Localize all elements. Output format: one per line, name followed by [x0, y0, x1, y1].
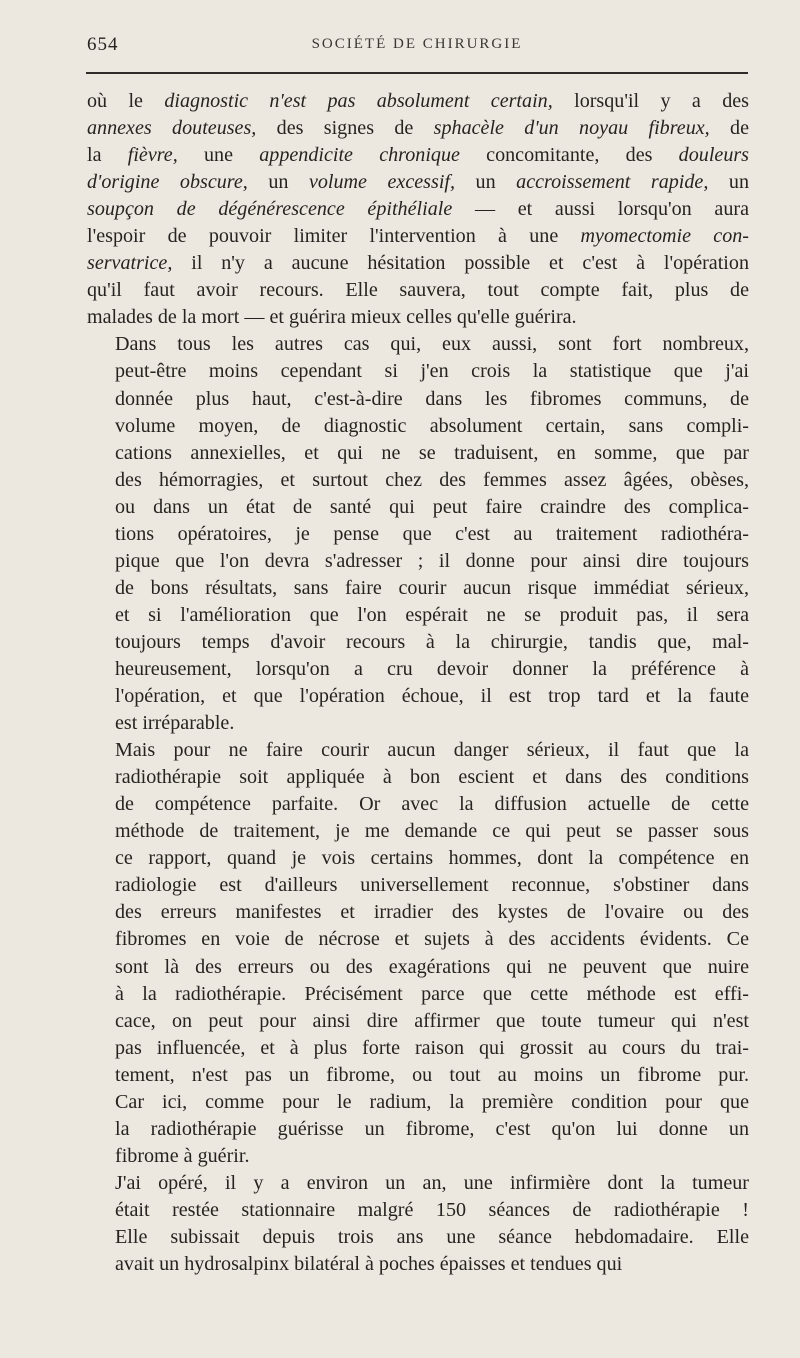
- text-run: méthode de traitement, je me demande ce qui peut se passer sous: [115, 820, 749, 843]
- text-line: [87, 737, 749, 764]
- text-run: la radiothérapie guérisse un fibrome, c'est qu'on lui donne un: [115, 1117, 749, 1140]
- text-run: tement, n'est pas un fibrome, ou tout au moins un fibrome pur.: [115, 1063, 749, 1086]
- text-line: [87, 981, 749, 1008]
- text-run: ce rapport, quand je vois certains hommes, dont la compétence en: [115, 847, 749, 870]
- text-line: [87, 1251, 749, 1278]
- text-run: lorsqu'il y a des: [552, 90, 749, 112]
- text-line: [87, 196, 749, 223]
- text-line: [87, 358, 749, 385]
- page-number: 654: [87, 34, 119, 55]
- text-line: [87, 656, 749, 683]
- italic-run: fièvre,: [127, 144, 178, 167]
- text-run: avait un hydrosalpinx bilatéral à poches épaisses et tendues qui: [115, 1253, 623, 1276]
- text-run: cace, on peut pour ainsi dire affirmer que toute tumeur qui n'est: [115, 1009, 749, 1032]
- text-run: Car ici, comme pour le radium, la première condition pour que: [115, 1090, 749, 1113]
- text-line: [87, 1170, 749, 1197]
- text-run: un: [247, 171, 309, 194]
- text-line: [87, 169, 749, 196]
- text-line: [87, 872, 749, 899]
- text-run: ou dans un état de santé qui peut faire craindre des complica-: [115, 495, 749, 518]
- text-run: une: [177, 144, 260, 167]
- text-line: [87, 521, 749, 548]
- text-line: [87, 386, 749, 413]
- italic-run: douleurs: [678, 144, 749, 167]
- text-run: fibromes en voie de nécrose et sujets à des accidents évidents. Ce: [115, 928, 749, 951]
- paragraph: [87, 331, 749, 737]
- text-line: [87, 899, 749, 926]
- text-run: un: [708, 171, 749, 194]
- paragraph: [87, 1170, 749, 1278]
- text-run: pas influencée, et à plus forte raison qui grossit au cours du trai-: [115, 1036, 749, 1059]
- italic-run: d'origine obscure,: [87, 171, 248, 194]
- text-line: [87, 494, 749, 521]
- text-run: est irréparable.: [115, 712, 235, 735]
- italic-run: servatrice,: [87, 252, 173, 275]
- text-run: sont là des erreurs ou des exagérations qui ne peuvent que nuire: [115, 955, 749, 978]
- text-run: des erreurs manifestes et irradier des kystes de l'ovaire ou des: [115, 901, 749, 924]
- text-run: et si l'amélioration que l'on espérait ne se produit pas, il sera: [115, 603, 749, 626]
- italic-run: annexes douteuses,: [87, 117, 257, 140]
- text-line: [87, 818, 749, 845]
- text-line: [87, 88, 749, 115]
- text-run: malades de la mort — et guérira mieux celles qu'elle guérira.: [87, 306, 577, 329]
- text-line: [87, 1035, 749, 1062]
- text-line: [87, 277, 749, 304]
- text-line: [87, 413, 749, 440]
- text-line: [87, 602, 749, 629]
- italic-run: appendicite chronique: [259, 144, 460, 167]
- text-run: l'opération, et que l'opération échoue, il est trop tard et la faute: [115, 685, 749, 708]
- text-line: [87, 683, 749, 710]
- text-run: Elle subissait depuis trois ans une séance hebdomadaire. Elle: [115, 1225, 749, 1248]
- text-line: [87, 250, 749, 277]
- text-run: où le: [87, 90, 165, 112]
- body-text: [87, 88, 749, 1278]
- paragraph: [87, 88, 749, 331]
- italic-run: soupçon de dégénérescence épithéliale: [87, 198, 453, 221]
- text-line: [87, 1143, 749, 1170]
- paragraph: [87, 737, 749, 1170]
- text-run: J'ai opéré, il y a environ un an, une infirmière dont la tumeur: [115, 1171, 749, 1194]
- text-line: [87, 548, 749, 575]
- text-line: [87, 791, 749, 818]
- text-run: un: [455, 171, 517, 194]
- italic-run: accroissement rapide,: [516, 171, 709, 194]
- text-line: [87, 1116, 749, 1143]
- text-line: [87, 926, 749, 953]
- italic-run: volume excessif,: [308, 171, 456, 194]
- text-line: [87, 629, 749, 656]
- text-run: heureusement, lorsqu'on a cru devoir donner la préférence à: [115, 657, 749, 680]
- text-run: il n'y a aucune hésitation possible et c'est à l'opération: [172, 252, 749, 275]
- text-run: peut-être moins cependant si j'en crois la statistique que j'ai: [115, 360, 749, 383]
- text-run: de bons résultats, sans faire courir aucun risque immédiat sérieux,: [115, 576, 749, 599]
- header-rule: [86, 72, 748, 74]
- text-run: qu'il faut avoir recours. Elle sauvera, tout compte fait, plus de: [87, 279, 749, 302]
- text-run: radiologie est d'ailleurs universellement reconnue, s'obstiner dans: [115, 874, 749, 897]
- text-run: de compétence parfaite. Or avec la diffusion actuelle de cette: [115, 793, 749, 816]
- text-run: tions opératoires, je pense que c'est au traitement radiothéra-: [115, 522, 749, 545]
- text-line: [87, 1224, 749, 1251]
- italic-run: myomectomie con-: [580, 225, 749, 248]
- text-run: — et aussi lorsqu'on aura: [452, 198, 749, 221]
- text-run: des hémorragies, et surtout chez des femmes assez âgées, obèses,: [115, 468, 749, 491]
- text-line: [87, 331, 749, 358]
- text-line: [87, 304, 749, 331]
- text-line: [87, 710, 749, 737]
- text-run: était restée stationnaire malgré 150 séances de radiothérapie !: [115, 1198, 749, 1221]
- italic-run: diagnostic n'est pas absolument certain,: [164, 90, 553, 112]
- text-run: fibrome à guérir.: [115, 1144, 250, 1167]
- text-line: [87, 467, 749, 494]
- text-run: volume moyen, de diagnostic absolument certain, sans compli-: [115, 414, 749, 437]
- text-run: pique que l'on devra s'adresser ; il donne pour ainsi dire toujours: [115, 549, 749, 572]
- text-run: cations annexielles, et qui ne se traduisent, en somme, que par: [115, 441, 749, 464]
- italic-run: sphacèle d'un noyau fibreux,: [433, 117, 710, 140]
- text-line: [87, 575, 749, 602]
- text-line: [87, 845, 749, 872]
- text-line: [87, 115, 749, 142]
- text-run: Mais pour ne faire courir aucun danger sérieux, il faut que la: [115, 739, 749, 762]
- text-line: [87, 1089, 749, 1116]
- text-run: Dans tous les autres cas qui, eux aussi, sont fort nombreux,: [115, 333, 749, 356]
- text-line: [87, 764, 749, 791]
- text-run: concomitante, des: [459, 144, 679, 167]
- text-run: l'espoir de pouvoir limiter l'intervention à une: [87, 225, 581, 248]
- text-run: radiothérapie soit appliquée à bon escient et dans des conditions: [115, 766, 749, 789]
- text-run: à la radiothérapie. Précisément parce que cette méthode est effi-: [115, 982, 749, 1005]
- text-line: [87, 142, 749, 169]
- text-run: toujours temps d'avoir recours à la chirurgie, tandis que, mal-: [115, 630, 749, 653]
- running-title: SOCIÉTÉ DE CHIRURGIE: [311, 36, 523, 52]
- page-header: [87, 34, 747, 62]
- text-run: de: [709, 117, 750, 140]
- text-line: [87, 1062, 749, 1089]
- text-run: la: [87, 144, 128, 167]
- text-line: [87, 954, 749, 981]
- text-line: [87, 223, 749, 250]
- text-run: des signes de: [256, 117, 434, 140]
- text-line: [87, 440, 749, 467]
- text-line: [87, 1197, 749, 1224]
- text-run: donnée plus haut, c'est-à-dire dans les fibromes communs, de: [115, 387, 749, 410]
- text-line: [87, 1008, 749, 1035]
